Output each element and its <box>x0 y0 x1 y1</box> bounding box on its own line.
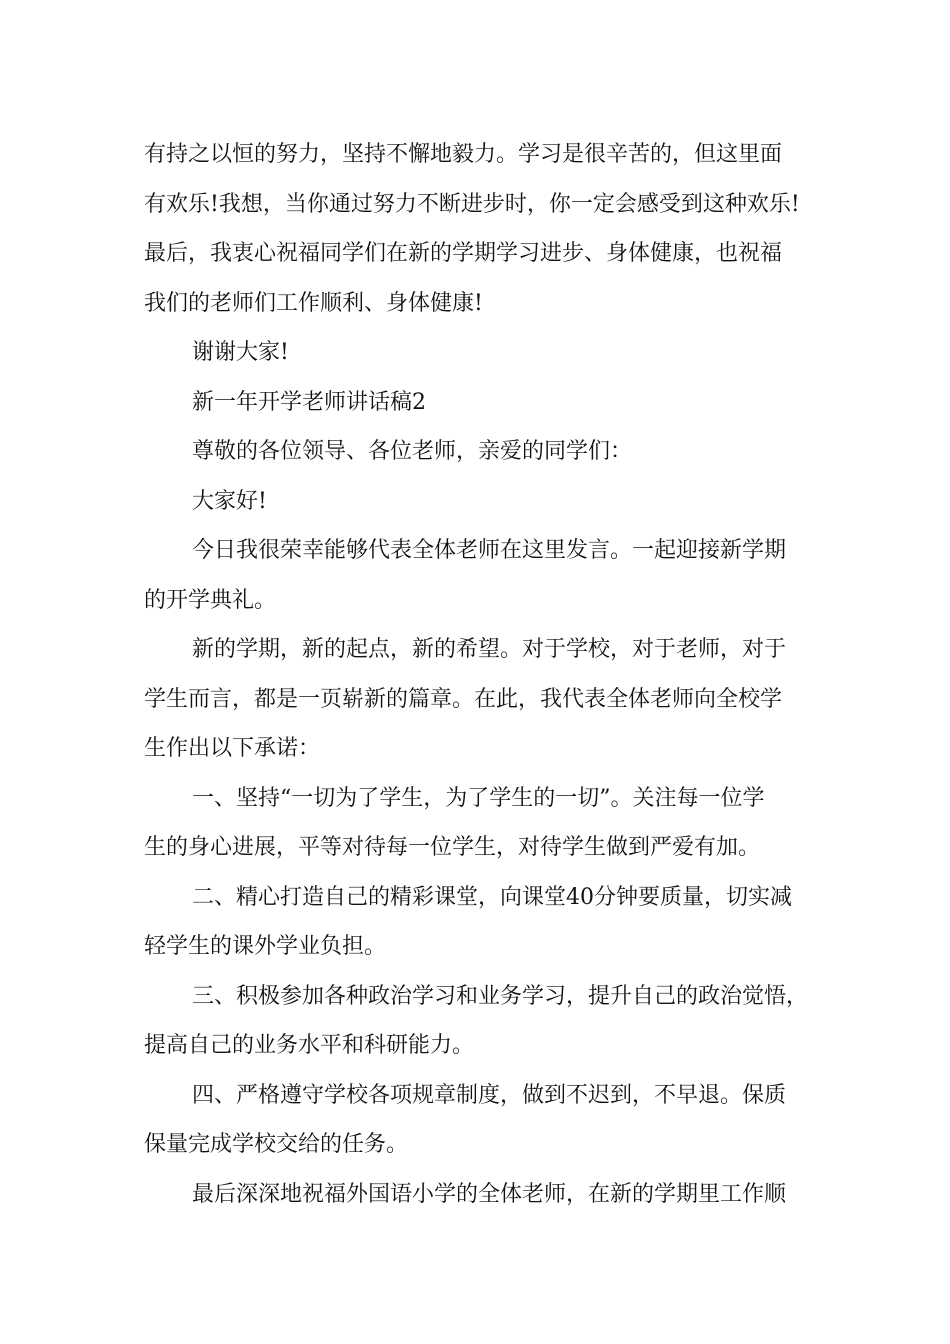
text-line: 三、积极参加各种政治学习和业务学习，提升自己的政治觉悟， <box>192 983 808 1009</box>
text-line: 保量完成学校交给的任务。 <box>144 1132 409 1157</box>
text-line: 谢谢大家! <box>192 340 289 365</box>
text-line: 轻学生的课外学业负担。 <box>144 934 387 959</box>
document-body <box>144 130 808 1219</box>
text-line: 二、精心打造自己的精彩课堂，向课堂40分钟要质量，切实减 <box>192 884 792 910</box>
text-line: 有欢乐!我想，当你通过努力不断进步时，你一定会感受到这种欢乐! <box>144 191 800 217</box>
text-line: 尊敬的各位领导、各位老师，亲爱的同学们： <box>192 439 633 464</box>
text-line: 的开学典礼。 <box>144 587 277 613</box>
text-line: 有持之以恒的努力，坚持不懈地毅力。学习是很辛苦的，但这里面 <box>144 142 783 167</box>
text-line: 新的学期，新的起点，新的希望。对于学校，对于老师，对于 <box>192 637 787 662</box>
text-line: 最后深深地祝福外国语小学的全体老师，在新的学期里工作顺 <box>192 1181 787 1207</box>
text-line: 生的身心进展，平等对待每一位学生，对待学生做到严爱有加。 <box>144 835 761 860</box>
text-line: 最后，我衷心祝福同学们在新的学期学习进步、身体健康，也祝福 <box>144 241 783 266</box>
text-line: 学生而言，都是一页崭新的篇章。在此，我代表全体老师向全校学 <box>144 686 783 712</box>
text-line: 我们的老师们工作顺利、身体健康! <box>144 290 483 316</box>
text-line: 提高自己的业务水平和科研能力。 <box>144 1033 475 1058</box>
text-line: 一、坚持“一切为了学生，为了学生的一切”。关注每一位学 <box>192 785 765 811</box>
text-line: 新一年开学老师讲话稿2 <box>192 389 426 415</box>
text-line: 四、严格遵守学校各项规章制度，做到不迟到，不早退。保质 <box>192 1082 787 1108</box>
text-line: 大家好! <box>192 488 267 514</box>
text-line: 生作出以下承诺： <box>144 736 321 761</box>
text-line: 今日我很荣幸能够代表全体老师在这里发言。一起迎接新学期 <box>192 538 787 563</box>
